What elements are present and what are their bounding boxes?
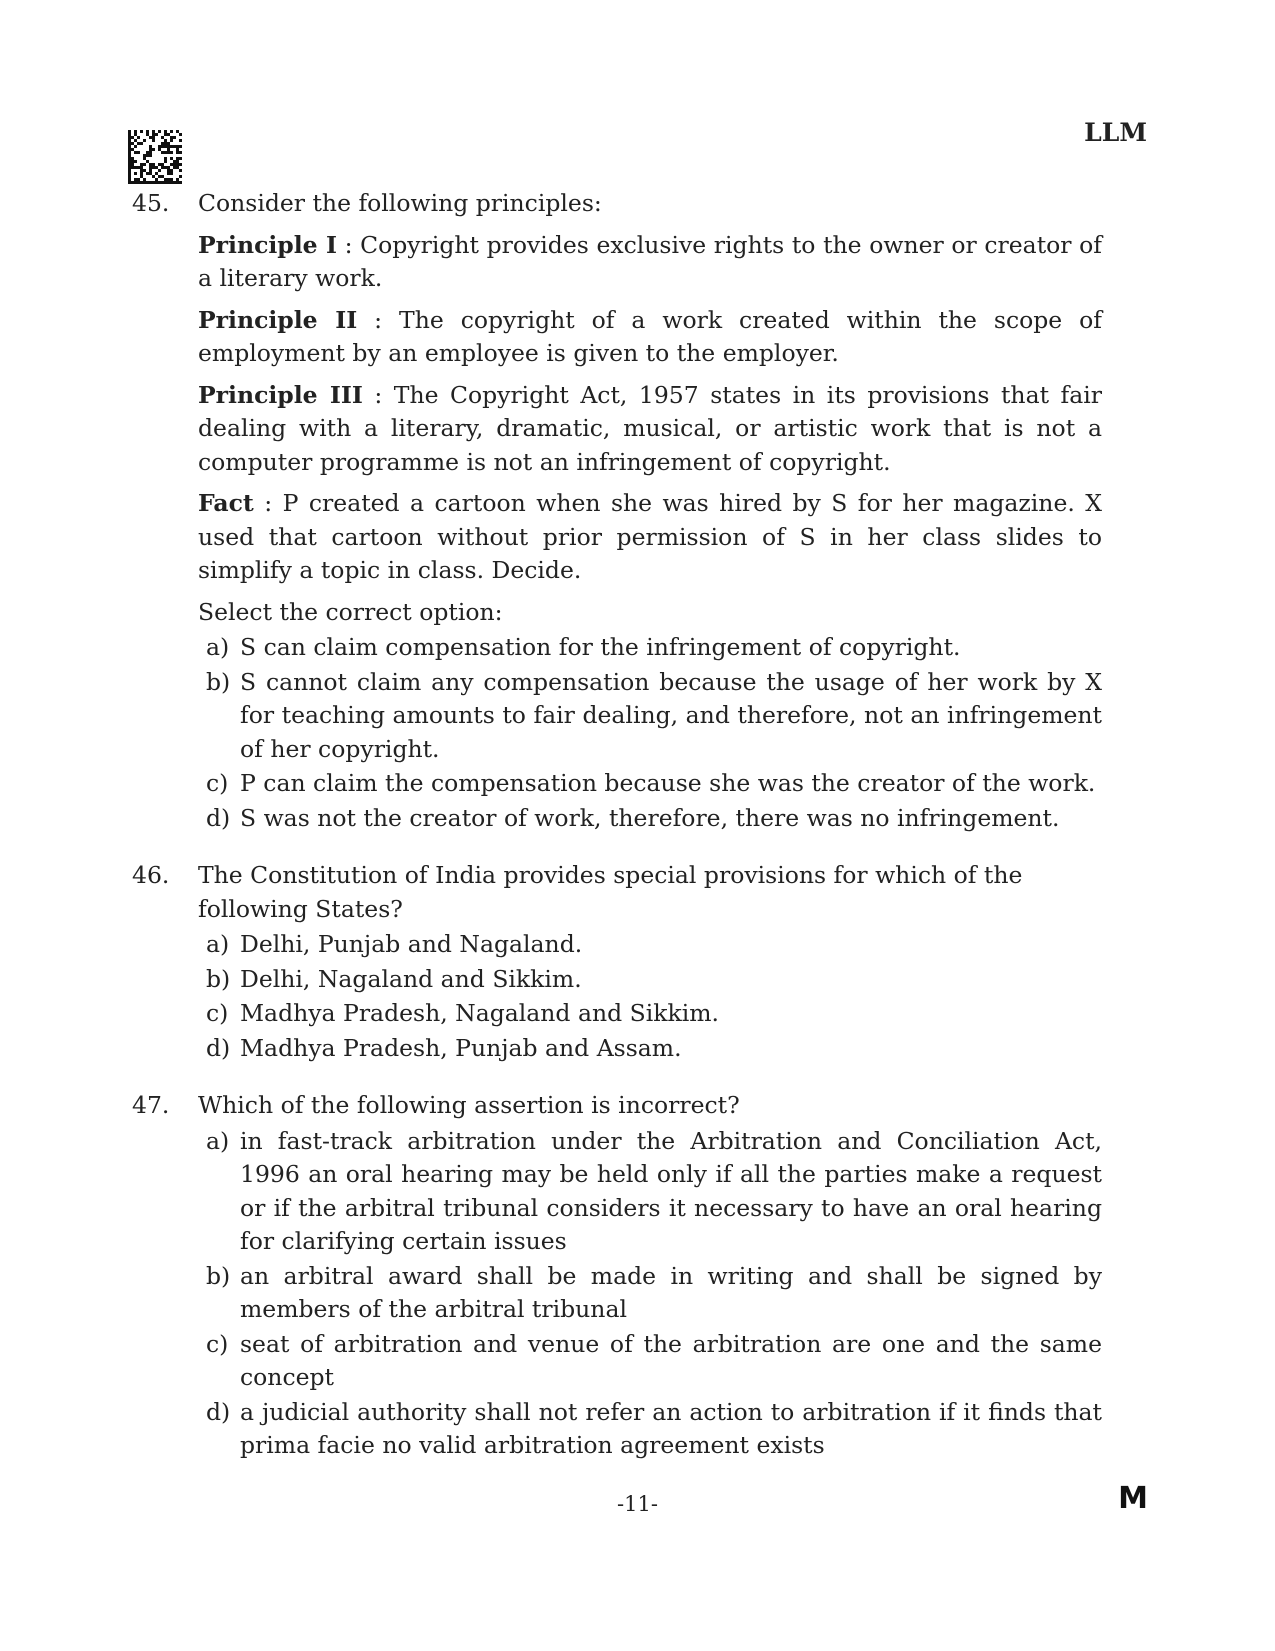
options-list xyxy=(198,631,1102,835)
option-letter: a) xyxy=(206,1126,230,1155)
option-c xyxy=(198,1328,1102,1395)
option-letter: a) xyxy=(206,633,230,661)
principle-label: Principle I xyxy=(198,230,337,259)
options-list xyxy=(198,928,1102,1065)
principle-2 xyxy=(198,304,1102,371)
option-text: an arbitral award shall be made in writing and shall be signed by members of the arbitral tribunal xyxy=(240,1261,1102,1323)
fact-label: Fact xyxy=(198,489,254,517)
option-c xyxy=(198,997,1102,1031)
option-letter: c) xyxy=(206,1329,229,1358)
option-d xyxy=(198,802,1102,836)
option-letter: d) xyxy=(206,1033,231,1062)
question-47 xyxy=(132,1089,1102,1463)
option-b xyxy=(198,666,1102,767)
option-b xyxy=(198,963,1102,997)
option-letter: d) xyxy=(206,1397,231,1426)
fact-text: : P created a cartoon when she was hired by S for her magazine. X used that cartoon without prior permission of S in her class slides to simplify a topic in class. Decide. xyxy=(198,489,1102,584)
select-instruction: Select the correct option: xyxy=(198,597,503,626)
option-letter: c) xyxy=(206,769,229,797)
question-number: 47. xyxy=(132,1091,170,1119)
question-stem: Consider the following principles: xyxy=(198,189,602,217)
question-45 xyxy=(132,187,1102,835)
option-text: Delhi, Punjab and Nagaland. xyxy=(240,930,583,958)
question-stem: The Constitution of India provides special provisions for which of the following States? xyxy=(198,861,1023,923)
principle-3 xyxy=(198,379,1102,480)
fact xyxy=(198,487,1102,588)
question-stem: Which of the following assertion is incorrect? xyxy=(198,1091,740,1119)
question-list xyxy=(132,187,1102,1464)
option-letter: c) xyxy=(206,999,229,1027)
option-text: Delhi, Nagaland and Sikkim. xyxy=(240,964,582,993)
option-letter: a) xyxy=(206,930,230,958)
option-d xyxy=(198,1396,1102,1463)
option-text: S was not the creator of work, therefore, there was no infringement. xyxy=(240,803,1060,832)
option-text: S cannot claim any compensation because the usage of her work by X for teaching amounts to fair dealing, and therefore, not an infringement of her copyright. xyxy=(240,667,1102,763)
option-text: Madhya Pradesh, Nagaland and Sikkim. xyxy=(240,999,719,1027)
option-d xyxy=(198,1032,1102,1066)
option-a xyxy=(198,631,1102,665)
options-list xyxy=(198,1125,1102,1463)
principle-label: Principle III xyxy=(198,380,363,409)
principle-1 xyxy=(198,229,1102,296)
option-text: S can claim compensation for the infringement of copyright. xyxy=(240,633,961,661)
page-number: -11- xyxy=(617,1492,658,1516)
question-number: 45. xyxy=(132,189,170,217)
principle-text: : The Copyright Act, 1957 states in its provisions that fair dealing with a literary, dramatic, musical, or artistic work that is not a computer programme is not an infringement of copyright. xyxy=(198,380,1102,476)
option-b xyxy=(198,1260,1102,1327)
option-letter: d) xyxy=(206,803,231,832)
option-a xyxy=(198,1125,1102,1259)
question-46 xyxy=(132,859,1102,1065)
option-letter: b) xyxy=(206,964,231,993)
option-text: P can claim the compensation because she was the creator of the work. xyxy=(240,769,1096,797)
question-body xyxy=(198,1089,1102,1463)
option-letter: b) xyxy=(206,667,231,696)
set-letter: M xyxy=(1118,1481,1148,1516)
option-a xyxy=(198,928,1102,962)
principle-text: : Copyright provides exclusive rights to the owner or creator of a literary work. xyxy=(198,230,1102,292)
option-text: a judicial authority shall not refer an action to arbitration if it finds that prima facie no valid arbitration agreement exists xyxy=(240,1397,1102,1459)
question-number: 46. xyxy=(132,861,170,889)
option-text: seat of arbitration and venue of the arbitration are one and the same concept xyxy=(240,1329,1102,1391)
question-body xyxy=(198,187,1102,835)
option-text: Madhya Pradesh, Punjab and Assam. xyxy=(240,1033,682,1062)
option-text: in fast-track arbitration under the Arbitration and Conciliation Act, 1996 an oral hearing may be held only if all the parties make a request or if the arbitral tribunal considers it necessary to have an oral hearing for clarifying certain issues xyxy=(240,1126,1102,1255)
question-body xyxy=(198,859,1102,1065)
option-letter: b) xyxy=(206,1261,231,1290)
principle-text: : The copyright of a work created within the scope of employment by an employee is given to the employer. xyxy=(198,305,1102,367)
data-matrix-code-icon xyxy=(128,130,182,184)
exam-code: LLM xyxy=(1084,118,1147,147)
option-c xyxy=(198,767,1102,801)
principle-label: Principle II xyxy=(198,305,358,334)
